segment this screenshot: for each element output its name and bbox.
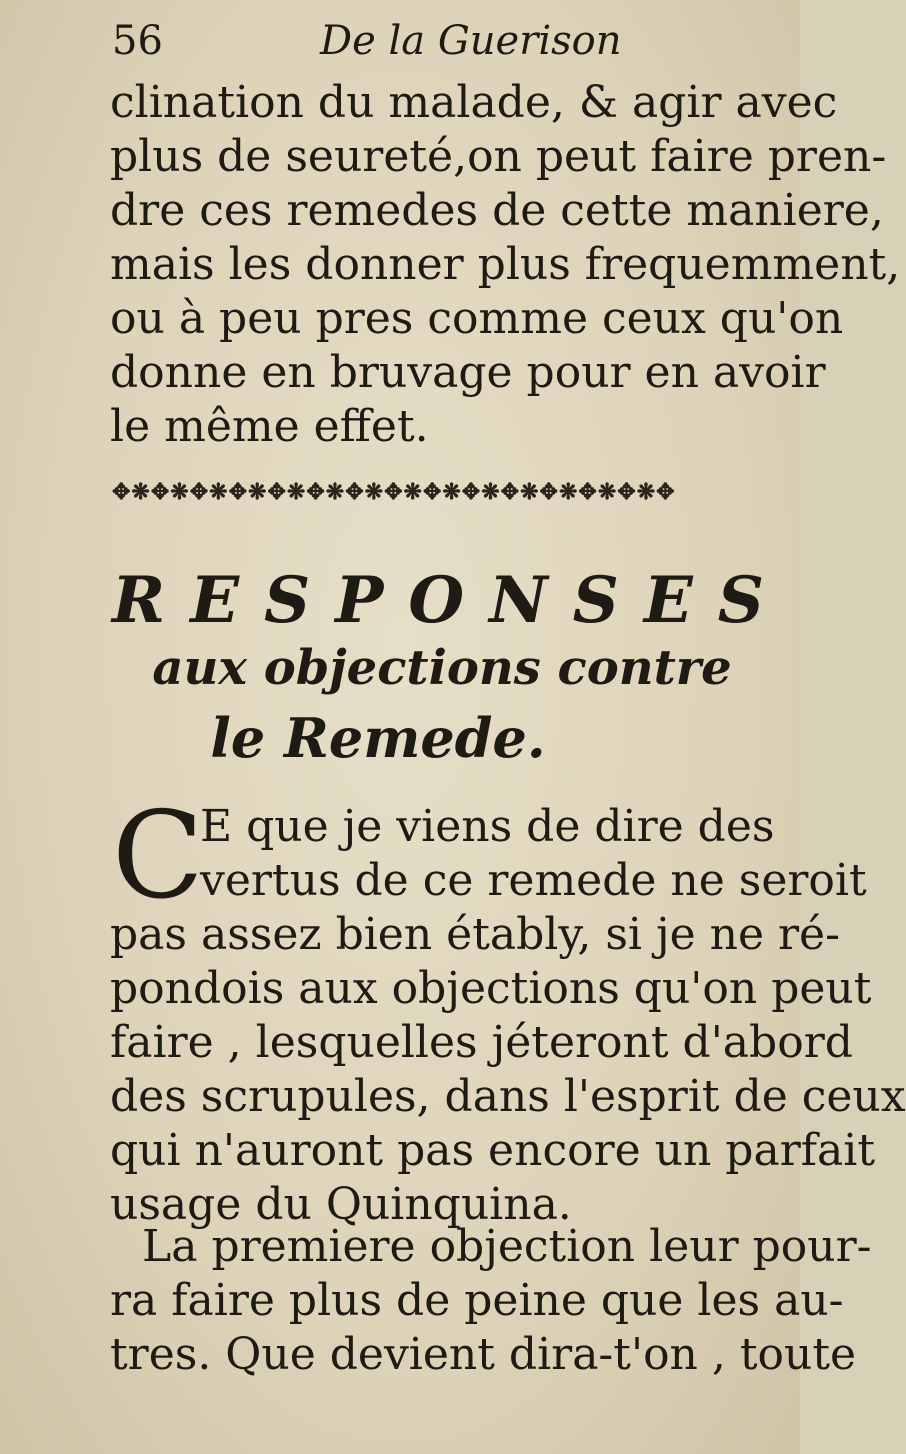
text-line: clination du malade, & agir avec	[110, 77, 838, 128]
heading-letter: N	[489, 563, 548, 638]
heading-letter: S	[572, 563, 619, 638]
text-line: usage du Quinquina.	[110, 1179, 572, 1230]
text-line: faire , lesquelles jéteront d'abord	[110, 1017, 853, 1068]
heading-letter: E	[643, 563, 693, 638]
text-line: pas assez bien étably, si je ne ré-	[110, 909, 840, 960]
text-line: plus de seureté,on peut faire pren-	[110, 131, 887, 182]
heading-letter: S	[717, 563, 764, 638]
heading-letter: P	[335, 563, 384, 638]
ornament-rule: ✥❋✥❋✥❋✥❋✥❋✥❋✥❋✥❋✥❋✥❋✥❋✥❋✥❋✥❋✥	[112, 479, 676, 505]
section-heading	[112, 556, 764, 646]
text-line: qui n'auront pas encore un parfait	[110, 1125, 875, 1176]
text-line: dre ces remedes de cette maniere,	[110, 185, 884, 236]
text-line: pondois aux objections qu'on peut	[110, 963, 872, 1014]
page-number: 56	[112, 18, 163, 64]
section-subheading: le Remede.	[210, 706, 546, 770]
text-line: le même effet.	[110, 401, 429, 452]
text-line: vertus de ce remede ne seroit	[200, 855, 867, 906]
drop-cap: C	[112, 787, 204, 926]
text-line: tres. Que devient dira-t'on , toute	[110, 1329, 857, 1380]
text-line: des scrupules, dans l'esprit de ceux	[110, 1071, 906, 1122]
running-head	[112, 18, 772, 78]
heading-letter: R	[112, 563, 166, 638]
heading-letter: O	[408, 563, 465, 638]
text-line: donne en bruvage pour en avoir	[110, 347, 826, 398]
heading-letter: S	[264, 563, 311, 638]
section-subheading: aux objections contre	[152, 640, 732, 696]
heading-letter: E	[190, 563, 239, 638]
text-line: E que je viens de dire des	[200, 801, 775, 852]
paragraph	[110, 1220, 872, 1382]
paragraph	[110, 787, 906, 1232]
text-line: ra faire plus de peine que les au-	[110, 1275, 844, 1326]
text-line: mais les donner plus frequemment,	[110, 239, 901, 290]
text-line: ou à peu pres comme ceux qu'on	[110, 293, 844, 344]
running-title: De la Guerison	[320, 18, 622, 64]
paragraph-continuation	[110, 76, 901, 454]
text-line: La premiere objection leur pour-	[142, 1221, 872, 1272]
